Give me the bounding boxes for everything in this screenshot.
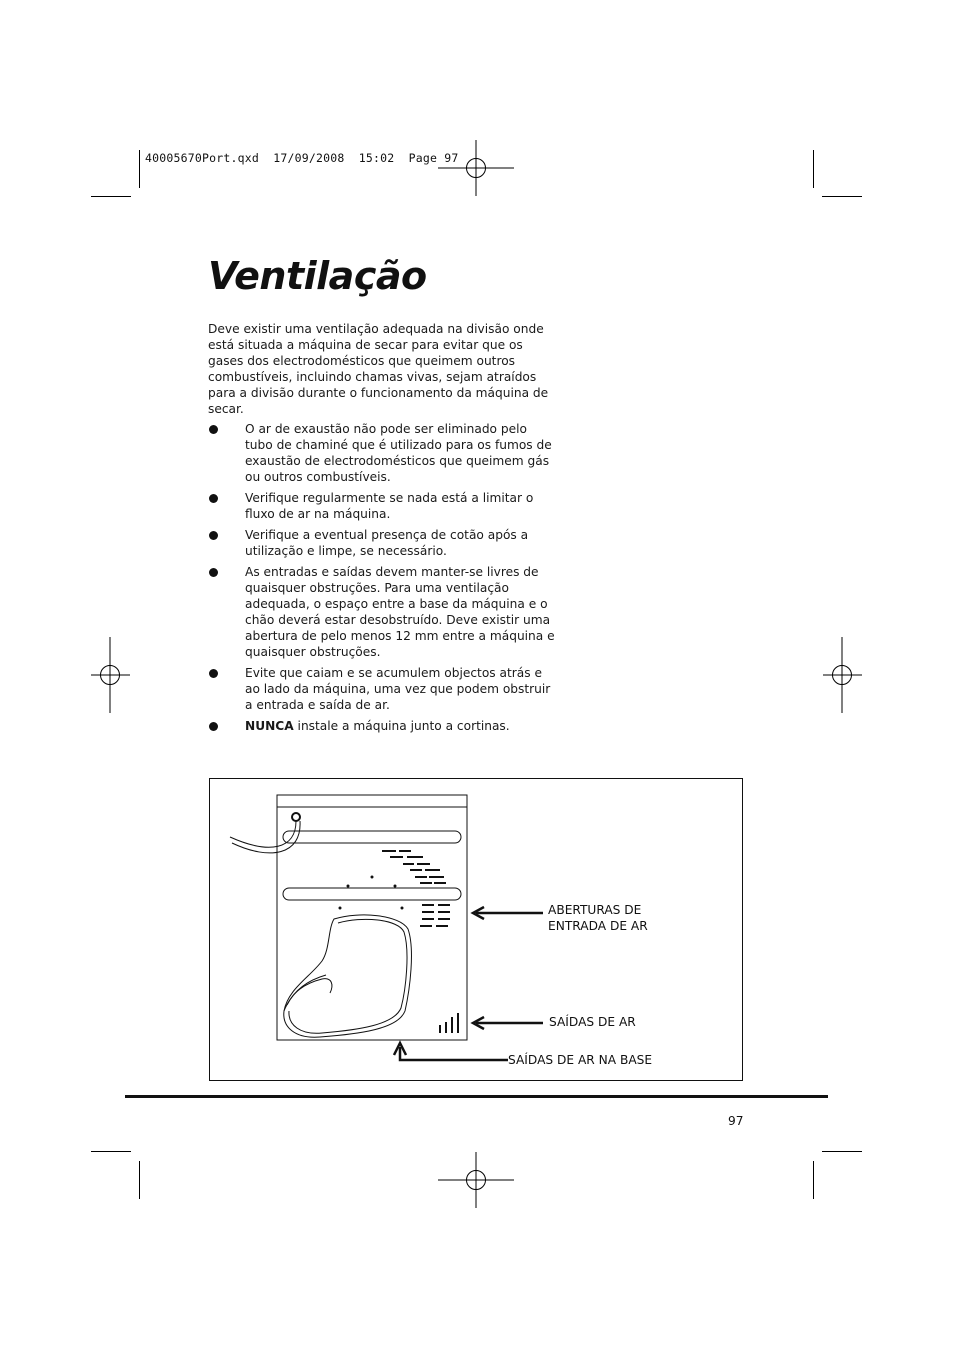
label-outlets: SAÍDAS DE AR <box>549 1015 636 1029</box>
list-item-text: As entradas e saídas devem manter-se livres de quaisquer obstruções. Para uma ventilação adequada, o espaço entre a base da máquina e o chão deverá estar desobstruído. Deve existir uma abertura de pelo menos 12 mm entre a máquina e quaisquer obstruções. <box>245 565 555 659</box>
ventilation-figure <box>209 778 743 1081</box>
intro-paragraph: Deve existir uma ventilação adequada na divisão onde está situada a máquina de secar para evitar que os gases dos electrodomésticos que queimem outros combustíveis, incluindo chamas vivas, sejam atraídos para a divisão durante o funcionamento da máquina de secar. <box>208 322 549 416</box>
list-item-text: Evite que caiam e se acumulem objectos atrás e ao lado da máquina, uma vez que podem obstruir a entrada e saída de ar. <box>245 666 551 712</box>
bullet-dot-icon <box>209 722 218 731</box>
bullet-dot-icon <box>209 531 218 540</box>
bullet-dot-icon <box>209 669 218 678</box>
list-item-text: Verifique regularmente se nada está a limitar o fluxo de ar na máquina. <box>245 491 534 521</box>
bullet-dot-icon <box>209 425 218 434</box>
label-base-outlets: SAÍDAS DE AR NA BASE <box>508 1053 653 1067</box>
label-inlet-line1: ABERTURAS DE <box>548 903 642 917</box>
list-item-text-rest: instale a máquina junto a cortinas. <box>293 719 510 733</box>
label-inlet-line2: ENTRADA DE AR <box>548 919 648 933</box>
page-title: Ventilação <box>208 254 427 298</box>
warning-word: NUNCA <box>245 719 294 733</box>
page-number: 97 <box>728 1114 744 1128</box>
list-item-text: Verifique a eventual presença de cotão após a utilização e limpe, se necessário. <box>245 528 529 558</box>
label-inlet <box>548 902 648 934</box>
bullet-dot-icon <box>209 494 218 503</box>
list-item-text: O ar de exaustão não pode ser eliminado pelo tubo de chaminé que é utilizado para os fumos de exaustão de electrodomésticos que queimem gás ou outros combustíveis. <box>245 422 552 484</box>
file-slug: 40005670Port.qxd 17/09/2008 15:02 Page 97 <box>145 151 459 165</box>
bullet-dot-icon <box>209 568 218 577</box>
dryer-illustration <box>210 779 744 1082</box>
footer-rule <box>125 1095 828 1098</box>
list-item-text <box>245 718 555 734</box>
